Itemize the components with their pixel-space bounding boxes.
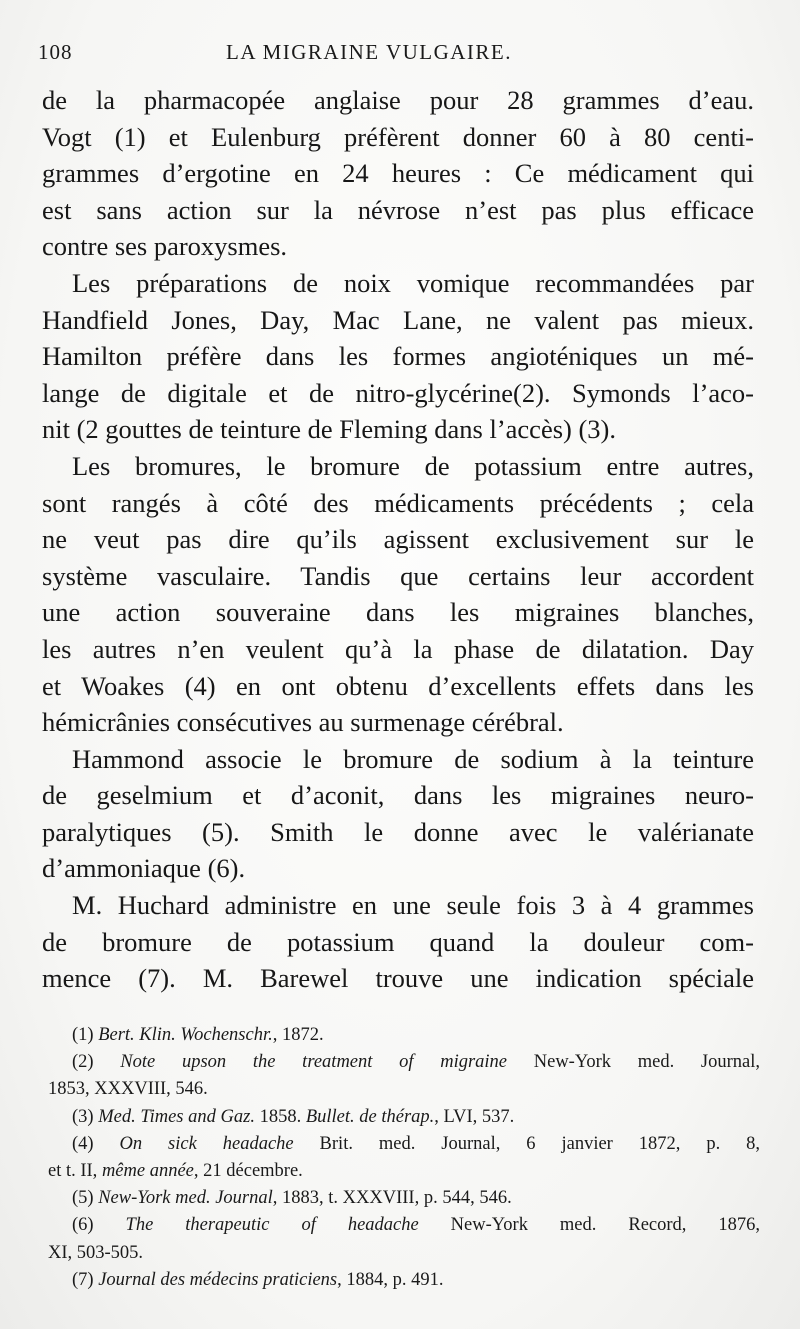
text-line: Hamilton préfère dans les formes angioténiques un mé-	[42, 341, 754, 372]
footnote-title: On sick headache	[119, 1133, 294, 1154]
footnote-4: (4) On sick headache Brit. med. Journal, 6 janvier 1872, p. 8,	[72, 1133, 760, 1154]
footnote-3: (3) Med. Times and Gaz. 1858. Bullet. de thérap., LVI, 537.	[72, 1106, 515, 1127]
text-line: Vogt (1) et Eulenburg préfèrent donner 60 à 80 centi-	[42, 121, 754, 152]
text-line: d’ammoniaque (6).	[42, 853, 246, 884]
text-line: M. Huchard administre en une seule fois 3 à 4 grammes	[72, 890, 754, 921]
page-number: 108	[38, 40, 73, 64]
text-line: Handfield Jones, Day, Mac Lane, ne valent pas mieux.	[42, 304, 754, 335]
text-line: Les bromures, le bromure de potassium entre autres,	[72, 450, 754, 481]
text-line: est sans action sur la névrose n’est pas plus efficace	[42, 194, 754, 225]
footnote-7: (7) Journal des médecins praticiens, 1884, p. 491.	[72, 1269, 444, 1290]
text-line: hémicrânies consécutives au surmenage cérébral.	[42, 707, 564, 738]
text-line: Les préparations de noix vomique recommandées par	[72, 267, 754, 298]
footnote-title: Note upson the treatment of migraine	[120, 1052, 508, 1073]
footnote-4-cont: et t. II, même année, 21 décembre.	[48, 1160, 303, 1181]
text-line: grammes d’ergotine en 24 heures : Ce médicament qui	[42, 158, 754, 189]
text-line: Hammond associe le bromure de sodium à la teinture	[72, 743, 754, 774]
text-line: système vasculaire. Tandis que certains leur accordent	[42, 560, 754, 591]
main-text	[42, 82, 754, 997]
footnote-6-cont: XI, 503-505.	[48, 1242, 144, 1263]
text-line: contre ses paroxysmes.	[42, 231, 288, 262]
footnote-5: (5) New-York med. Journal, 1883, t. XXXVIII, p. 544, 546.	[72, 1188, 512, 1209]
footnote-title: The therapeutic of headache	[125, 1215, 419, 1236]
text-line: nit (2 gouttes de teinture de Fleming dans l’accès) (3).	[42, 414, 616, 445]
footnote-2: (2) Note upson the treatment of migraine New-York med. Journal,	[72, 1052, 761, 1073]
footnote-title: New-York med. Journal	[98, 1188, 273, 1209]
footnote-1: (1) Bert. Klin. Wochenschr., 1872.	[72, 1025, 324, 1045]
text-line: une action souveraine dans les migraines blanches,	[42, 597, 754, 628]
text-line: et Woakes (4) en ont obtenu d’excellents effets dans les	[42, 670, 754, 701]
text-line: de geselmium et d’aconit, dans les migraines neuro-	[42, 780, 754, 811]
text-line: les autres n’en veulent qu’à la phase de dilatation. Day	[42, 633, 754, 664]
footnote-6: (6) The therapeutic of headache New-York med. Record, 1876,	[72, 1215, 760, 1236]
footnotes	[48, 1022, 760, 1294]
text-line: ne veut pas dire qu’ils agissent exclusivement sur le	[42, 524, 754, 555]
running-header	[38, 40, 758, 70]
footnote-title: Med. Times and Gaz.	[98, 1106, 255, 1127]
footnote-title: Journal des médecins praticiens	[98, 1269, 338, 1290]
text-line: mence (7). M. Barewel trouve une indication spéciale	[42, 963, 754, 994]
text-line: sont rangés à côté des médicaments précédents ; cela	[42, 487, 754, 518]
text-line: lange de digitale et de nitro-glycérine(2). Symonds l’aco-	[42, 377, 754, 408]
text-line: paralytiques (5). Smith le donne avec le valérianate	[42, 816, 754, 847]
footnote-2-cont: 1853, XXXVIII, 546.	[48, 1079, 208, 1100]
text-line: de bromure de potassium quand la douleur com-	[42, 926, 754, 957]
text-line: de la pharmacopée anglaise pour 28 grammes d’eau.	[42, 85, 754, 115]
running-title: LA MIGRAINE VULGAIRE.	[226, 40, 513, 64]
footnote-title: Bullet. de thérap.	[305, 1106, 435, 1127]
footnote-title: Bert. Klin. Wochenschr.	[98, 1025, 273, 1045]
